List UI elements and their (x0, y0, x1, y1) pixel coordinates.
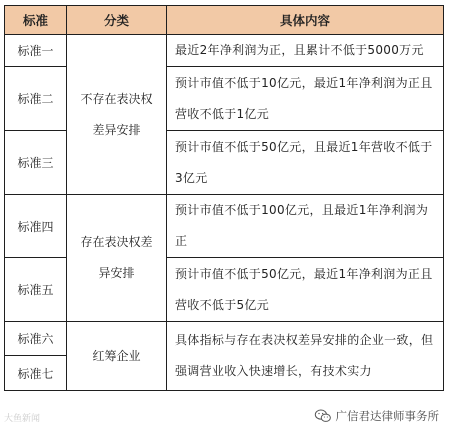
category-line: 存在表决权差 (80, 235, 153, 249)
header-standard: 标准 (5, 6, 67, 35)
source-watermark: 大鱼新闻 (4, 414, 41, 424)
header-category: 分类 (67, 6, 167, 35)
table-row (5, 195, 444, 258)
standard-cell: 标准三 (5, 131, 67, 195)
wechat-icon (314, 409, 332, 423)
content-cell: 预计市值不低于50亿元，最近1年净利润为正且营收不低于5亿元 (167, 258, 444, 322)
category-line: 红筹企业 (92, 348, 141, 363)
category-cell (67, 322, 167, 391)
table-row (5, 35, 444, 67)
content-cell: 具体指标与存在表决权差异安排的企业一致，但强调营业收入快速增长，有技术实力 (167, 322, 444, 391)
standard-cell: 标准四 (5, 195, 67, 258)
content-cell: 最近2年净利润为正，且累计不低于5000万元 (167, 35, 444, 67)
content-cell: 预计市值不低于10亿元，最近1年净利润为正且营收不低于1亿元 (167, 67, 444, 131)
category-line: 异安排 (98, 266, 135, 280)
content-cell: 预计市值不低于50亿元，且最近1年营收不低于3亿元 (167, 131, 444, 195)
category-cell (67, 35, 167, 195)
table-header-row (5, 6, 444, 35)
listing-standards-table (4, 5, 444, 391)
standard-cell: 标准一 (5, 35, 67, 67)
header-content: 具体内容 (167, 6, 444, 35)
standard-cell: 标准六 (5, 322, 67, 356)
standard-cell: 标准二 (5, 67, 67, 131)
table-row (5, 322, 444, 356)
content-cell: 预计市值不低于100亿元，且最近1年净利润为正 (167, 195, 444, 258)
standard-cell: 标准七 (5, 356, 67, 391)
publisher-name: 广信君达律师事务所 (335, 409, 439, 423)
category-line: 不存在表决权 (80, 91, 153, 106)
publisher-watermark (314, 408, 440, 424)
category-line: 差异安排 (92, 122, 141, 137)
category-cell (67, 195, 167, 322)
standard-cell: 标准五 (5, 258, 67, 322)
